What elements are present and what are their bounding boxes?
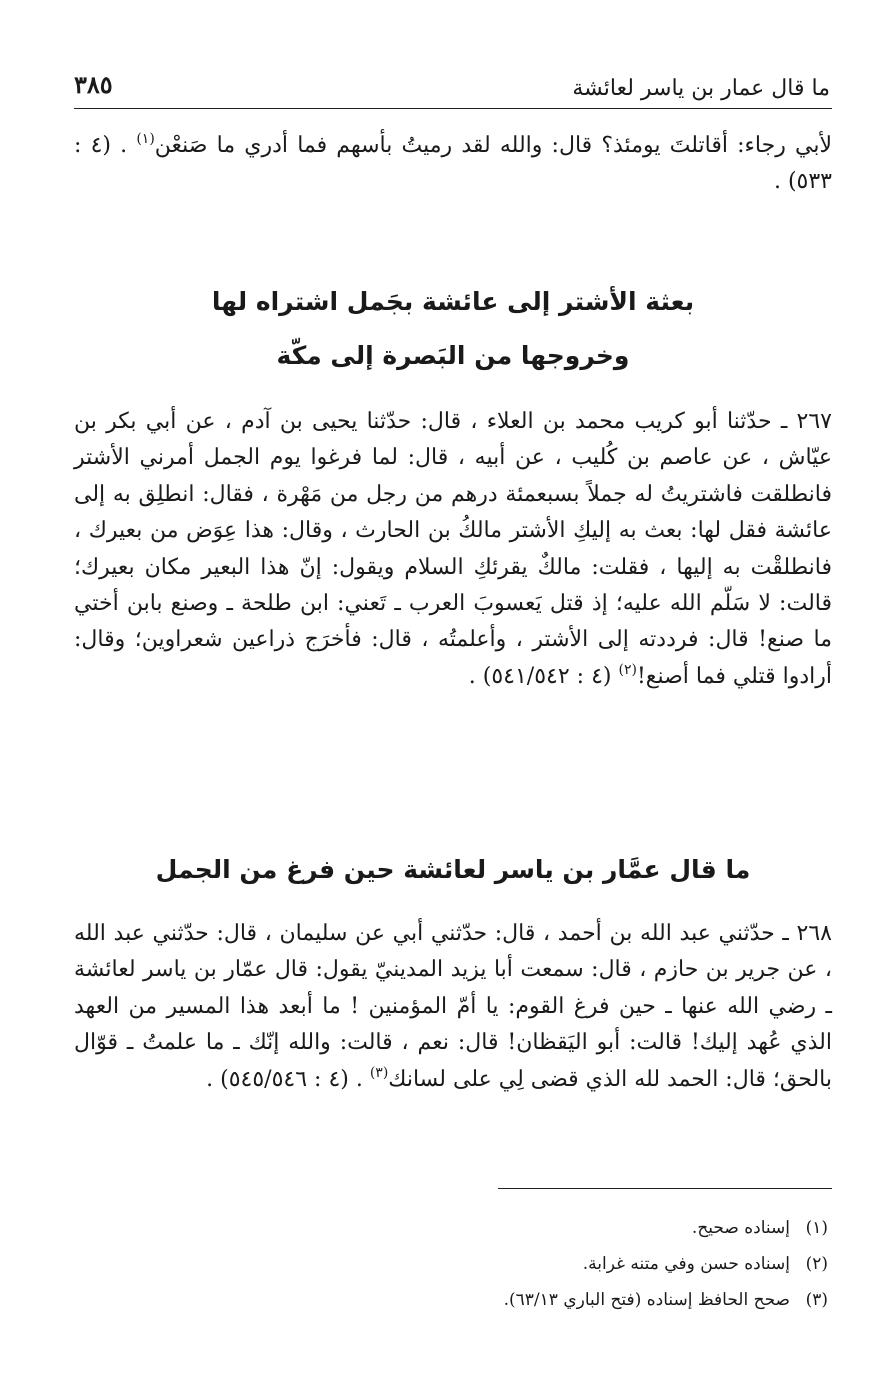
running-header [74,60,832,109]
running-title: ما قال عمار بن ياسر لعائشة [572,76,830,101]
footnote-number: (١) [805,1218,828,1238]
footnotes [74,1210,828,1318]
footnote-ref-3: (٣) [369,1064,389,1081]
footnote-text: إسناده حسن وفي متنه غرابة. [582,1254,790,1274]
footnote-text: إسناده صحيح. [691,1218,790,1238]
page-number: ٣٨٥ [74,70,113,99]
section-heading-1-line-1: بعثة الأشتر إلى عائشة بجَمل اشتراه لها [211,287,695,316]
narration-268 [74,916,832,1098]
footnote-3 [74,1282,828,1318]
footnote-number: (٣) [805,1290,828,1310]
footnote-ref-2: (٢) [618,661,637,678]
book-page [74,60,832,1360]
footnote-divider [498,1188,832,1189]
intro-citation: . (٤ : ٥٣٣) . [74,133,832,195]
narration-268-text: ٢٦٨ ـ حدّثني عبد الله بن أحمد ، قال: حدّثني أبي عن سليمان ، قال: حدّثني عبد الله ، عن جرير بن حازم ، قال: سمعت أبا يزيد المدينيّ يقول: قال عمّار بن ياسر لعائشة ـ رضي الله عنها ـ حين فرغ القوم: يا أمّ المؤمنين ! ما أبعد هذا المسير من العهد الذي عُهد إليك! قالت: أبو اليَقظان! قال: نعم ، قالت: والله إنّك ـ ما علمتُ ـ قوّال بالحق؛ قال: الحمد لله الذي قضى لِي على لسانك [74,921,832,1092]
narration-267 [74,404,832,695]
footnote-text: صحح الحافظ إسناده (فتح الباري ٦٣/١٣). [503,1290,790,1310]
intro-paragraph [74,128,832,201]
section-heading-2: ما قال عمَّار بن ياسر لعائشة حين فرغ من الجمل [155,855,751,884]
footnote-2 [74,1246,828,1282]
intro-text: لأبي رجاء: أقاتلتَ يومئذ؟ قال: والله لقد رميتُ بأسهم فما أدري ما صَنعْن [154,133,832,158]
section-heading-1-line-2: وخروجها من البَصرة إلى مكّة [276,341,630,370]
footnote-number: (٢) [805,1254,828,1274]
narration-267-text: ٢٦٧ ـ حدّثنا أبو كريب محمد بن العلاء ، قال: حدّثنا يحيى بن آدم ، عن أبي بكر بن عيّاش ، عن عاصم بن كُليب ، عن أبيه ، قال: لما فرغوا يوم الجمل أمرني الأشتر فانطلقت فاشتريتُ له جملاً بسبعمئة درهم من رجل من مَهْرة ، فقال: انطلِق به إلى عائشة فقل لها: بعث به إليكِ الأشتر مالكُ بن الحارث ، وقال: هذا عِوَض من بعيرك ، فانطلقْت به إليها ، فقلت: مالكٌ يقرئكِ السلام ويقول: إنّ هذا البعير مكان بعيرك؛ قالت: لا سَلّم الله عليه؛ إذ قتل يَعسوبَ العرب ـ تَعني: ابن طلحة ـ وصنع بابن أختي ما صنع! قال: فرددته إلى الأشتر ، وأعلمتُه ، قال: فأخرَج ذراعين شعراوين؛ وقال: أرادوا قتلي فما أصنع! [74,409,832,689]
footnote-1 [74,1210,828,1246]
narration-268-citation: . (٤ : ٥٤٥/٥٤٦) . [206,1066,370,1092]
narration-267-citation: (٤ : ٥٤١/٥٤٢) . [468,663,619,689]
footnote-ref-1: (١) [136,131,155,147]
